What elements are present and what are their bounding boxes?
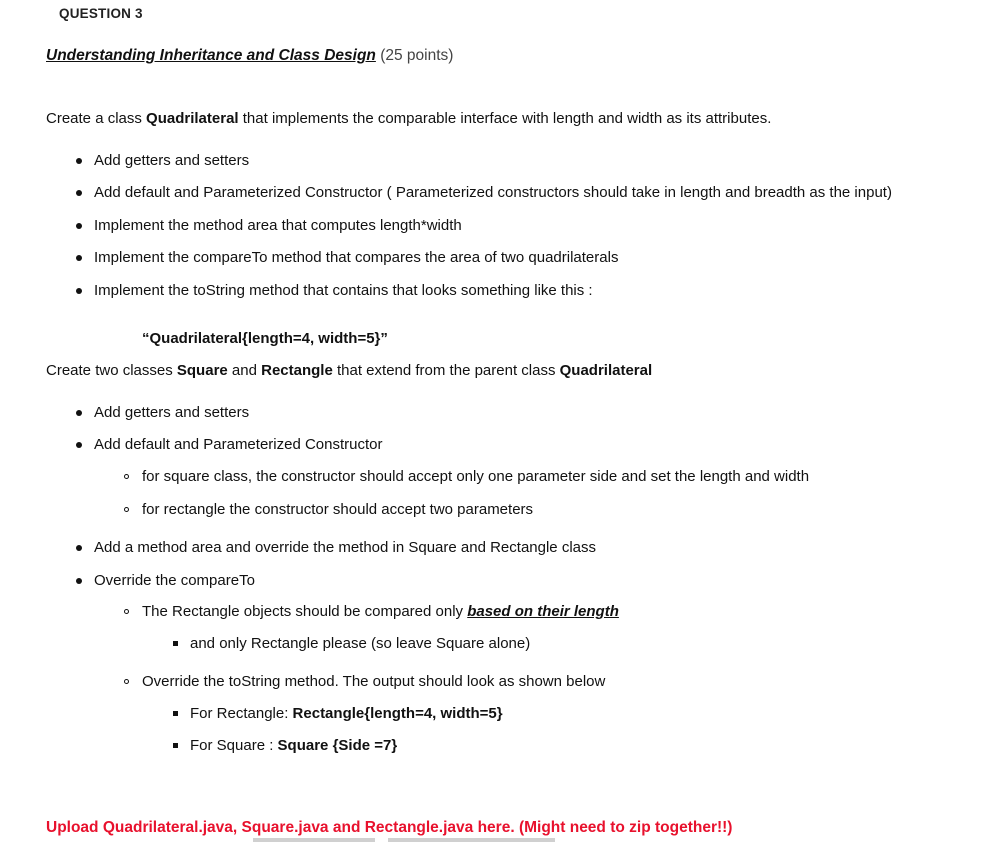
list-item	[190, 705, 503, 723]
intro1-suffix: that implements the comparable interface with length and width as its attributes.	[238, 110, 772, 127]
bullet-circle	[124, 474, 129, 479]
bullet-dot	[76, 545, 82, 551]
bullet-square	[173, 743, 178, 748]
list-item: Add getters and setters	[94, 404, 250, 421]
bullet-square	[173, 711, 178, 716]
intro2-class2: Rectangle	[261, 362, 333, 379]
intro1-class-name: Quadrilateral	[146, 110, 239, 127]
bullet-dot	[76, 442, 82, 448]
upload-instruction: Upload Quadrilateral.java, Square.java and Rectangle.java here. (Might need to zip together!!)	[46, 819, 733, 836]
compare-rect-prefix: The Rectangle objects should be compared only	[142, 603, 468, 620]
bullet-circle	[124, 679, 129, 684]
list-item: Implement the method area that computes length*width	[94, 217, 462, 234]
bullet-circle	[124, 609, 129, 614]
list-item: Override the compareTo	[94, 572, 255, 589]
bullet-dot	[76, 410, 82, 416]
list-item: and only Rectangle please (so leave Square alone)	[190, 635, 531, 652]
bullet-dot	[76, 578, 82, 584]
bullet-dot	[76, 288, 82, 294]
tostring-square-prefix: For Square :	[190, 737, 278, 754]
question-label: QUESTION 3	[59, 6, 143, 21]
tostring-rect-value: Rectangle{length=4, width=5}	[292, 705, 503, 722]
list-item: Add default and Parameterized Constructor	[94, 436, 383, 453]
tostring-rect-prefix: For Rectangle:	[190, 705, 293, 722]
intro2-parent: Quadrilateral	[559, 362, 653, 379]
list-item: for square class, the constructor should accept only one parameter side and set the length and width	[142, 468, 810, 485]
intro2-and: and	[227, 362, 262, 379]
bullet-circle	[124, 507, 129, 512]
scroll-bar-segment	[253, 838, 375, 842]
bullet-square	[173, 641, 178, 646]
tostring-square-value: Square {Side =7}	[277, 737, 398, 754]
intro2-prefix: Create two classes	[46, 362, 177, 379]
list-item	[190, 737, 397, 755]
intro1-prefix: Create a class	[46, 110, 147, 127]
list-item: for rectangle the constructor should accept two parameters	[142, 501, 534, 518]
list-item: Add getters and setters	[94, 152, 250, 169]
scroll-bar-segment	[388, 838, 555, 842]
intro2-middle: that extend from the parent class	[332, 362, 560, 379]
bullet-dot	[76, 158, 82, 164]
list-item: Implement the compareTo method that compares the area of two quadrilaterals	[94, 249, 619, 266]
list-item: Add a method area and override the method in Square and Rectangle class	[94, 539, 596, 556]
title-points: (25 points)	[380, 47, 454, 64]
quadrilateral-example: “Quadrilateral{length=4, width=5}”	[142, 330, 388, 347]
list-item: Implement the toString method that contains that looks something like this :	[94, 282, 593, 299]
intro-subclasses	[46, 362, 652, 380]
bullet-dot	[76, 190, 82, 196]
title-main: Understanding Inheritance and Class Design	[46, 47, 376, 64]
compare-rect-emphasis: based on their length	[467, 603, 619, 620]
bullet-dot	[76, 255, 82, 261]
intro-quadrilateral	[46, 110, 771, 128]
list-item: Override the toString method. The output should look as shown below	[142, 673, 606, 690]
list-item: Add default and Parameterized Constructor ( Parameterized constructors should take in length and breadth as the input)	[94, 184, 892, 201]
intro2-class1: Square	[176, 362, 228, 379]
bullet-dot	[76, 223, 82, 229]
question-title	[46, 47, 453, 65]
list-item	[142, 603, 619, 621]
